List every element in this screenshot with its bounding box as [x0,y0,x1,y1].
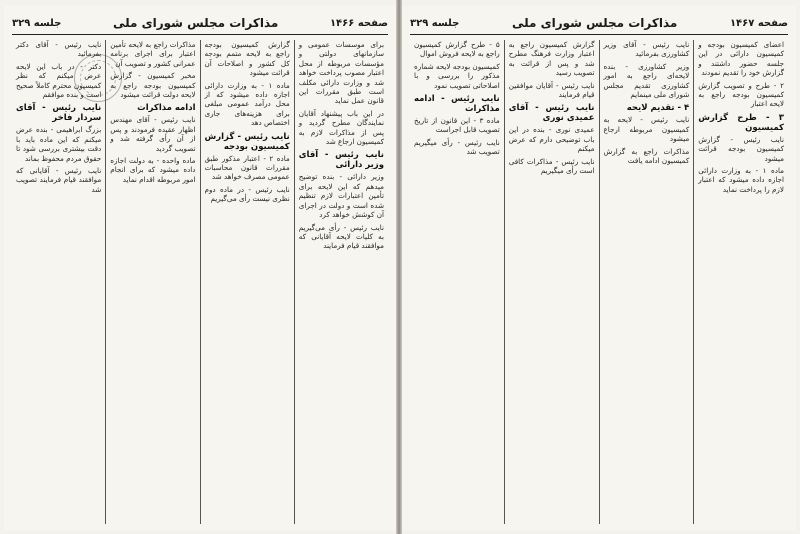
paragraph: نایب رئیس - آقای دکتر بفرمائید [16,40,102,59]
paragraph: عمیدی نوری - بنده در این باب توضیحی دارم که عرض میکنم [508,125,595,154]
paragraph: مخبر کمیسیون - گزارش کمیسیون بودجه راجع به لایحه دولت قرائت میشود [110,71,196,100]
paragraph: ماده ۲ - اعتبار مذکور طبق مقررات قانون محاسبات عمومی مصرف خواهد شد [204,153,290,182]
left-column-4 [12,40,105,524]
right-page-columns [410,40,788,524]
paragraph: نایب رئیس - آقای مهندس اظهار عقیده فرمودند و پس از آن رأی گرفته شد و تصویب گردید [110,115,196,153]
paragraph: نایب رئیس - لایحه به کمیسیون مربوطه ارجاع میشود [603,115,690,144]
right-page-session: جلسه ۳۲۹ [410,17,460,29]
right-page-title: مذاکرات مجلس شورای ملی [511,16,678,30]
speaker-heading: نایب رئیس - گزارش کمیسیون بودجه [204,131,290,152]
right-page [402,6,796,530]
paragraph: نایب رئیس - در ماده دوم نظری نیست رأی می‌گیریم [204,184,290,204]
paragraph: اعضای کمیسیون بودجه و کمیسیون دارائی در این جلسه حضور داشتند و گزارش خود را تقدیم نمودند [698,40,784,78]
speaker-heading: ۳ - طرح گزارش کمیسیون [698,112,784,133]
left-column-3 [105,40,199,524]
paragraph: ماده واحده - به دولت اجازه داده میشود که برای انجام امور مربوطه اقدام نماید [110,156,196,184]
right-column-3 [504,40,599,524]
paragraph: ماده ۱ - به وزارت دارائی اجازه داده میشود که اعتبار لازم را پرداخت نماید [698,166,785,194]
paragraph: نایب رئیس - رأی میگیریم تصویب شد [414,137,500,157]
left-column-1 [294,40,388,524]
left-page-title: مذاکرات مجلس شورای ملی [112,16,279,30]
speaker-heading: ۴ - تقدیم لایحه [626,103,690,114]
paragraph: برای موسسات عمومی و سازمانهای دولتی و مؤسسات مربوطه از محل اعتبار مصوب پرداخت خواهد شد و وزارت دارائی مکلف است طبق مقررات این قانون عمل نماید [298,40,384,106]
right-column-4 [410,40,504,524]
speaker-heading: نایب رئیس - آقای عمیدی نوری [508,103,595,124]
paragraph: وزیر کشاورزی - بنده لایحه‌ای راجع به امور کشاورزی تقدیم مجلس شورای ملی مینمایم [603,61,690,100]
right-column-2 [599,40,694,524]
paragraph: کمیسیون بودجه لایحه شماره مذکور را بررسی و با اصلاحاتی تصویب نمود [414,61,500,90]
paragraph: دکتر - در باب این لایحه عرض میکنم که نظر کمیسیون محترم کاملاً صحیح است و بنده موافقم [16,61,102,100]
paragraph: نایب رئیس - آقایانی که موافقند قیام فرمایند تصویب شد [16,166,102,194]
paragraph: نایب رئیس - رأی می‌گیریم به کلیات لایحه آقایانی که موافقند قیام فرمایند [298,222,384,251]
paragraph: نایب رئیس - مذاکرات کافی است رأی میگیریم [508,156,595,176]
paragraph: ۵ - طرح گزارش کمیسیون راجع به لایحه فروش اموال [414,40,500,59]
paragraph: وزیر دارائی - بنده توضیح میدهم که این لایحه برای تأمین اعتبارات لازم تنظیم شده است و دولت در اجرای آن کوشش خواهد کرد [298,172,384,220]
paragraph: گزارش کمیسیون راجع به اعتبار وزارت فرهنگ مطرح شد و پس از قرائت به تصویب رسید [508,40,595,78]
left-page-number: صفحه ۱۴۶۶ [329,17,388,29]
right-column-1 [693,40,788,524]
left-page [4,6,396,530]
paragraph: نایب رئیس - آقایان موافقین قیام فرمایند [508,80,595,100]
paragraph: ۲ - طرح و تصویب گزارش کمیسیون بودجه راجع به لایحه اعتبار [698,80,784,109]
speaker-heading: نایب رئیس - آقای وزیر دارائی [298,150,384,171]
paragraph: گزارش کمیسیون بودجه راجع به لایحه متمم بودجه کل کشور و اصلاحات آن قرائت میشود [204,40,290,78]
right-page-header [410,12,788,35]
paragraph: مذاکرات راجع به گزارش کمیسیون ادامه یافت [603,146,690,166]
speaker-heading: ادامه مذاکرات [137,103,196,114]
right-page-number: صفحه ۱۴۶۷ [729,17,788,29]
left-page-columns [12,40,388,524]
paragraph: ماده ۱ - به وزارت دارائی اجازه داده میشود که از محل درآمد عمومی مبلغی برای هزینه‌های جاری اختصاص دهد [204,80,290,128]
left-page-header [12,12,388,35]
paragraph: مذاکرات راجع به لایحه تأمین اعتبار برای اجرای برنامه عمرانی کشور و تصویب آن [110,40,196,68]
left-page-session: جلسه ۳۲۹ [12,17,62,29]
paragraph: در این باب پیشنهاد آقایان نمایندگان مطرح گردید و پس از مذاکرات لازم به کمیسیون ارجاع شد [298,108,384,147]
paragraph: ماده ۳ - این قانون از تاریخ تصویب قابل اجراست [414,116,500,135]
paragraph: بزرگ ابراهیمی - بنده عرض میکنم که این ماده باید با دقت بیشتری بررسی شود تا حقوق مردم محفوظ بماند [16,125,102,163]
paragraph: نایب رئیس - گزارش کمیسیون بودجه قرائت میشود [698,134,784,163]
speaker-heading: نایب رئیس - ادامه مذاکرات [414,94,500,115]
speaker-heading: نایب رئیس - آقای سردار فاخر [16,103,102,124]
left-column-2 [200,40,294,524]
paragraph: نایب رئیس - آقای وزیر کشاورزی بفرمائید [603,40,690,59]
